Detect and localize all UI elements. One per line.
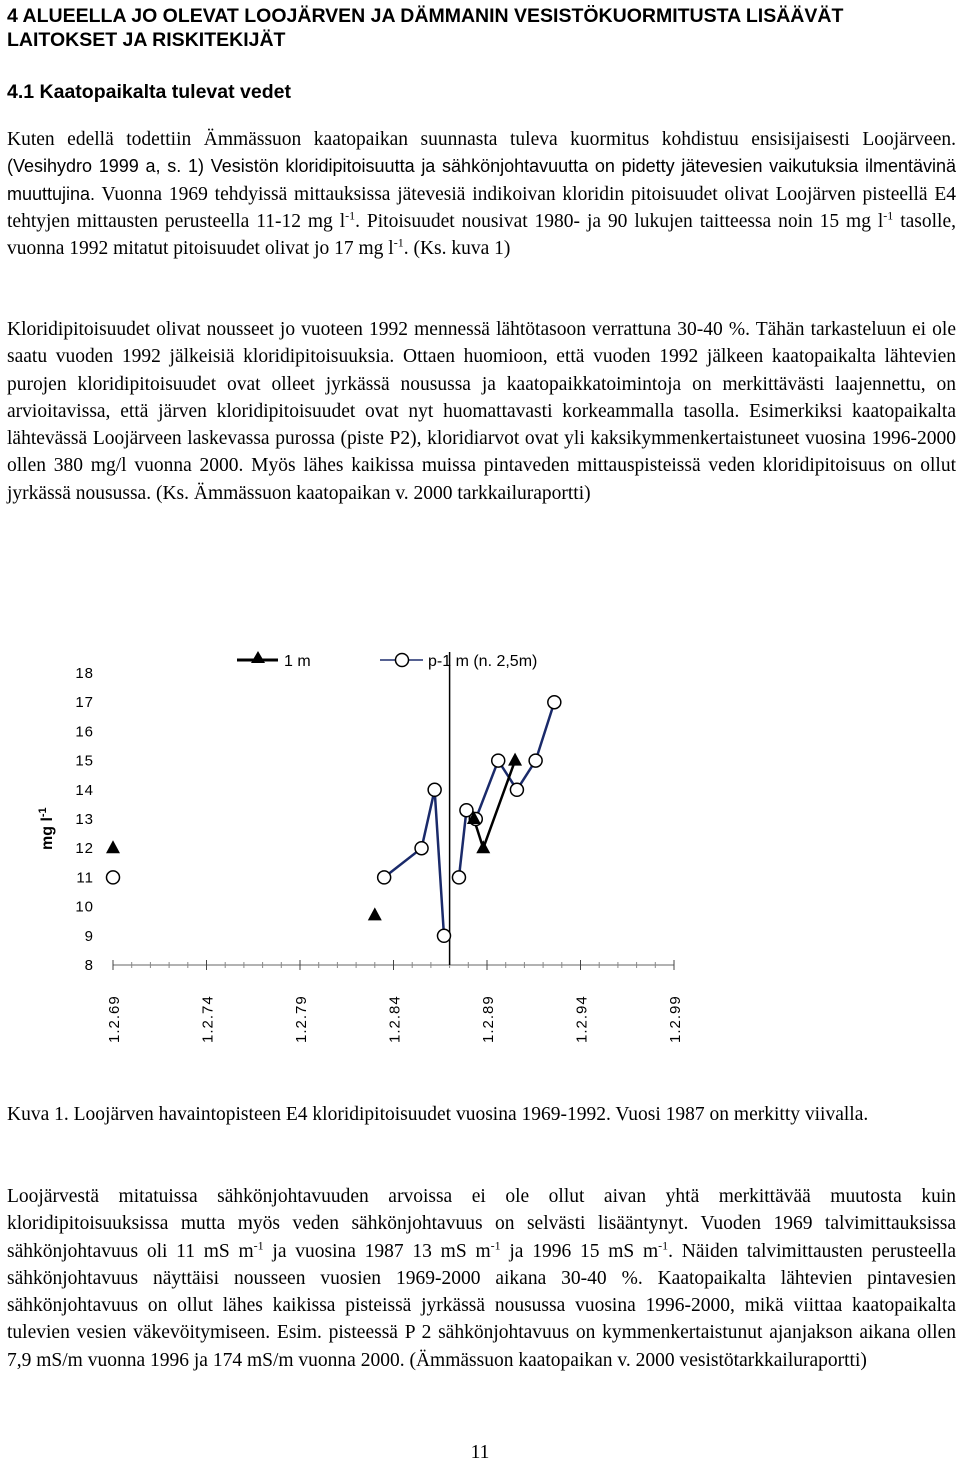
data-point-circle: [428, 783, 441, 796]
data-point-circle: [378, 871, 391, 884]
data-point-triangle: [508, 753, 522, 766]
subsection-heading: 4.1 Kaatopaikalta tulevat vedet: [7, 81, 291, 103]
y-tick-label: 8: [84, 957, 94, 974]
y-tick-label: 17: [75, 694, 94, 712]
unit-superscript: -1: [345, 208, 356, 223]
y-tick-label: 14: [75, 781, 94, 799]
paragraph-4-part-a: Loojärvestä mitatuissa sähkönjohtavuuden arvoissa ei ole ollut aivan yhtä merkittävää muutosta kuin kloridipitoisuuksissa mutta myös veden sähkönjohtavuus on selvästi lisääntynyt. Vuoden 1969 talvimittauksissa sähkönjohtavuus oli 11 mS m: [7, 1186, 956, 1262]
paragraph-4: [7, 1183, 956, 1374]
x-tick-label: 1.2.79: [293, 995, 310, 1043]
y-tick-label: 12: [75, 840, 94, 858]
paragraph-1-part-e: tasolle, vuonna 1992 mitatut pitoisuudet olivat jo 17 mg l: [7, 210, 956, 260]
page-number: 11: [470, 1442, 490, 1463]
paragraph-1-part-d: . Pitoisuudet nousivat 1980- ja 90 lukujen taitteessa noin 15 mg l: [355, 210, 884, 232]
paragraph-4-part-d: . Näiden talvimittausten perusteella sähkönjohtavuus näyttäisi nousseen vuosien 1969-2000 aikana 30-40 %. Kaatopaikalta lähtevien pintavesien sähkönjohtavuus on ollut lähes kaikissa pisteissä jyrkässä nousussa vuosina 1996-2000, mikä viittaa kaatopaikalta tulevien vesien väkevöitymiseen. Esim. pisteessä P 2 sähkönjohtavuus on kymmenkertaistunut ajanjakson aikana ollen 7,9 mS/m vuonna 1996 ja 174 mS/m vuonna 2000. (Ämmässuon kaatopaikan v. 2000 vesistötarkkailuraportti): [7, 1240, 956, 1371]
unit-superscript: -1: [393, 235, 404, 250]
x-tick-label: 1.2.94: [573, 995, 591, 1043]
y-tick-label: 16: [75, 723, 94, 741]
y-tick-label: 9: [84, 927, 94, 945]
y-tick-label: 18: [75, 665, 94, 682]
figure-caption: Kuva 1. Loojärven havaintopisteen E4 kloridipitoisuudet vuosina 1969-1992. Vuosi 1987 on merkitty viivalla.: [7, 1104, 869, 1125]
paragraph-1-part-a: Kuten edellä todettiin Ämmässuon kaatopaikan suunnasta tuleva kuormitus kohdistuu ensisijaisesti Loojärveen.: [7, 129, 956, 150]
data-point-circle: [510, 783, 523, 796]
paragraph-1-part-f: . (Ks. kuva 1): [403, 238, 511, 260]
unit-superscript: -1: [658, 1238, 669, 1253]
data-point-circle: [492, 754, 505, 767]
x-tick-label: 1.2.89: [480, 995, 497, 1043]
paragraph-1-part-c: Vuonna 1969 tehdyissä mittauksissa jätevesiä indikoivan kloridin pitoisuudet olivat Loojärven pisteellä E4 tehtyjen mittausten perusteella 11-12 mg l: [7, 183, 956, 232]
chloride-chart: [0, 640, 960, 1060]
legend-marker-circle: [396, 654, 409, 667]
data-point-circle: [452, 871, 465, 884]
unit-superscript: -1: [883, 208, 894, 223]
paragraph-2: Kloridipitoisuudet olivat nousseet jo vuoteen 1992 mennessä lähtötasoon verrattuna 30-40 %. Tähän tarkasteluun ei ole saatu vuoden 1992 jälkeisiä kloridipitoisuuksia. Ottaen huomioon, että vuoden 1992 jälkeen kaatopaikalta lähtevien purojen kloridipitoisuudet ovat olleet jyrkässä nousussa ja kaatopaikkatoimintoja on merkittävästi laajennettu, on arvioitavissa, että järven kloridipitoisuudet ovat nyt huomattavasti korkeammalla tasolla. Esimerkiksi kaatopaikalta lähtevässä Loojärveen laskevassa purossa (piste P2), kloridiarvot ovat yli kaksikymmenkertaistuneet vuosina 1996-2000 ollen 380 mg/l vuonna 2000. Myös lähes kaikissa muissa pintaveden mittauspisteissä veden kloridipitoisuus on ollut jyrkässä nousussa. (Ks. Ämmässuon kaatopaikan v. 2000 tarkkailuraportti): [7, 319, 956, 504]
paragraph-4-part-b: ja vuosina 1987 13 mS m: [263, 1240, 491, 1262]
series-line-p1m: [459, 702, 554, 877]
x-tick-label: 1.2.74: [199, 995, 217, 1043]
y-tick-label: 15: [75, 752, 94, 770]
y-axis-label: [37, 807, 56, 850]
y-axis-label-text: mg l: [39, 817, 56, 850]
x-tick-label: 1.2.69: [106, 995, 123, 1043]
paragraph-1-part-b: (Vesihydro 1999 a, s. 1) Vesistön kloridipitoisuutta ja sähkönjohtavuutta on pidetty jätevesien vaikutuksia ilmentävinä muuttujina.: [7, 156, 956, 204]
legend-label-1m: 1 m: [284, 653, 311, 670]
data-point-circle: [437, 929, 450, 942]
data-point-circle: [107, 871, 120, 884]
data-point-circle: [548, 696, 561, 709]
unit-superscript: -1: [253, 1238, 264, 1253]
y-tick-label: 13: [75, 811, 94, 828]
y-tick-label: 10: [75, 898, 94, 916]
data-point-triangle: [476, 840, 490, 853]
x-tick-label: 1.2.99: [667, 995, 684, 1043]
data-point-triangle: [106, 840, 120, 853]
unit-superscript: -1: [490, 1238, 501, 1253]
section-heading: 4 ALUEELLA JO OLEVAT LOOJÄRVEN JA DÄMMANIN VESISTÖKUORMITUSTA LISÄÄVÄT LAITOKSET JA RISKITEKIJÄT: [7, 5, 844, 51]
x-tick-label: 1.2.84: [386, 995, 404, 1043]
paragraph-1: [7, 126, 956, 262]
y-tick-label: 11: [76, 869, 94, 887]
series-line-p1m: [384, 790, 444, 936]
data-point-circle: [529, 754, 542, 767]
data-point-circle: [415, 842, 428, 855]
legend-label-p1m: p-1 m (n. 2,5m): [428, 653, 538, 670]
y-axis-label-superscript: -1: [37, 807, 49, 818]
paragraph-4-part-c: ja 1996 15 mS m: [500, 1240, 659, 1262]
legend-marker-triangle: [251, 651, 265, 663]
data-point-triangle: [368, 907, 382, 920]
